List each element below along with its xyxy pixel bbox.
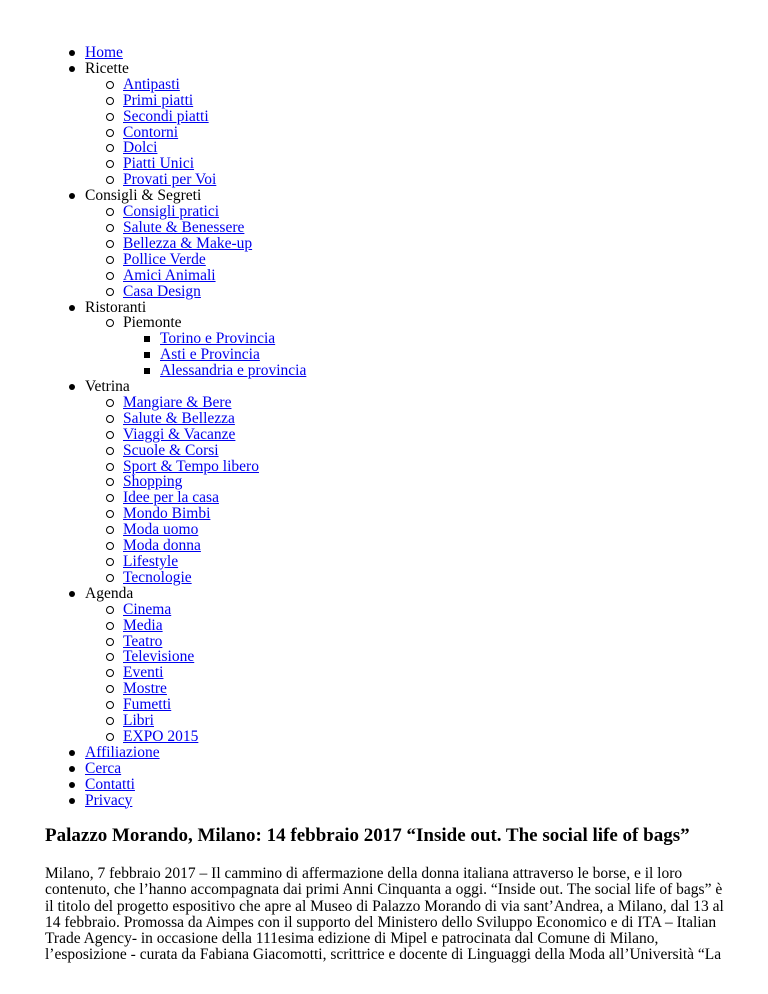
nav-link-secondi-piatti[interactable]: Secondi piatti xyxy=(123,107,209,125)
submenu-ricette xyxy=(85,77,768,188)
nav-link-primi-piatti[interactable]: Primi piatti xyxy=(123,91,194,109)
nav-link-salute-benessere[interactable]: Salute & Benessere xyxy=(123,218,245,236)
submenu-item xyxy=(123,522,768,538)
nav-link-privacy[interactable]: Privacy xyxy=(85,791,133,809)
nav-link-pollice-verde[interactable]: Pollice Verde xyxy=(123,250,206,268)
nav-link-idee-casa[interactable]: Idee per la casa xyxy=(123,489,219,507)
nav-link-mostre[interactable]: Mostre xyxy=(123,680,167,698)
nav-item-privacy xyxy=(85,793,768,809)
submenu-item xyxy=(123,156,768,172)
nav-link-libri[interactable]: Libri xyxy=(123,712,154,730)
submenu-item xyxy=(123,681,768,697)
nav-link-consigli-pratici[interactable]: Consigli pratici xyxy=(123,203,220,221)
submenu-item xyxy=(123,697,768,713)
submenu-item xyxy=(123,411,768,427)
submenu-item xyxy=(123,220,768,236)
submenu-item xyxy=(123,459,768,475)
nav-label-ricette: Ricette xyxy=(85,59,129,77)
submenu-item xyxy=(123,634,768,650)
nav-label-vetrina: Vetrina xyxy=(85,378,130,396)
nav-link-televisione[interactable]: Televisione xyxy=(123,648,195,666)
submenu-item xyxy=(123,427,768,443)
submenu-item xyxy=(123,506,768,522)
submenu-item xyxy=(123,618,768,634)
submenu-item xyxy=(123,93,768,109)
nav-item-cerca xyxy=(85,761,768,777)
submenu-item xyxy=(123,125,768,141)
submenu-item xyxy=(123,602,768,618)
nav-item-contatti xyxy=(85,777,768,793)
nav-link-mangiare-bere[interactable]: Mangiare & Bere xyxy=(123,393,232,411)
submenu-item xyxy=(123,490,768,506)
nav-link-tecnologie[interactable]: Tecnologie xyxy=(123,568,192,586)
submenu-item xyxy=(160,347,768,363)
submenu-agenda xyxy=(85,602,768,745)
submenu-item-piemonte xyxy=(123,315,768,379)
submenu-item xyxy=(123,474,768,490)
nav-link-salute-bellezza[interactable]: Salute & Bellezza xyxy=(123,409,235,427)
nav-link-moda-uomo[interactable]: Moda uomo xyxy=(123,521,199,539)
nav-link-moda-donna[interactable]: Moda donna xyxy=(123,537,201,555)
nav-item-ricette xyxy=(85,61,768,188)
nav-item-vetrina xyxy=(85,379,768,586)
nav-item-agenda xyxy=(85,586,768,745)
submenu-item xyxy=(123,268,768,284)
nav-link-home[interactable]: Home xyxy=(85,44,123,61)
nav-link-provati-per-voi[interactable]: Provati per Voi xyxy=(123,171,217,189)
nav-link-expo-2015[interactable]: EXPO 2015 xyxy=(123,727,199,745)
article-title: Palazzo Morando, Milano: 14 febbraio 2017 “Inside out. The social life of bags” xyxy=(45,825,690,846)
nav-link-eventi[interactable]: Eventi xyxy=(123,664,164,682)
nav-link-affiliazione[interactable]: Affiliazione xyxy=(85,743,160,761)
nav-link-amici-animali[interactable]: Amici Animali xyxy=(123,266,216,284)
nav-link-contatti[interactable]: Contatti xyxy=(85,775,135,793)
submenu-item xyxy=(123,570,768,586)
submenu-item xyxy=(123,236,768,252)
submenu-piemonte xyxy=(123,331,768,379)
submenu-ristoranti xyxy=(85,315,768,379)
nav-link-fumetti[interactable]: Fumetti xyxy=(123,696,172,714)
submenu-item xyxy=(123,284,768,300)
nav-label-piemonte: Piemonte xyxy=(123,314,182,332)
nav-link-dolci[interactable]: Dolci xyxy=(123,139,158,157)
submenu-item xyxy=(123,443,768,459)
submenu-consigli xyxy=(85,204,768,299)
nav-link-alessandria[interactable]: Alessandria e provincia xyxy=(160,362,307,380)
nav-item-consigli xyxy=(85,188,768,299)
nav-link-asti[interactable]: Asti e Provincia xyxy=(160,346,260,364)
submenu-item xyxy=(123,665,768,681)
nav-link-mondo-bimbi[interactable]: Mondo Bimbi xyxy=(123,505,211,523)
nav-link-piatti-unici[interactable]: Piatti Unici xyxy=(123,155,195,173)
submenu-vetrina xyxy=(85,395,768,586)
nav-link-media[interactable]: Media xyxy=(123,616,163,634)
submenu-item xyxy=(123,77,768,93)
nav-link-lifestyle[interactable]: Lifestyle xyxy=(123,553,179,570)
submenu-item xyxy=(123,204,768,220)
nav-link-contorni[interactable]: Contorni xyxy=(123,123,179,141)
nav-link-torino[interactable]: Torino e Provincia xyxy=(160,330,276,348)
submenu-item xyxy=(123,713,768,729)
nav-label-agenda: Agenda xyxy=(85,584,134,602)
article-body: Milano, 7 febbraio 2017 – Il cammino di affermazione della donna italiana attraverso le borse, e il loro contenuto, che l’hanno accompagnata dai primi Anni Cinquanta a oggi. “Inside out. The social life of bags” è il titolo del progetto espositivo che apre al Museo di Palazzo Morando di via sant’Andrea, a Milano, dal 13 al 14 febbraio. Promossa da Aimpes con il supporto del Ministero dello Sviluppo Economico e di ITA – Italian Trade Agency- in occasione della 111esima edizione di Mipel e patrocinata dal Comune di Milano, l’esposizione - curata da Fabiana Giacomotti, scrittrice e docente di Linguaggi della Moda all’Università “La xyxy=(45,865,724,964)
submenu-item xyxy=(123,172,768,188)
main-nav xyxy=(45,45,768,809)
submenu-item xyxy=(160,363,768,379)
submenu-item xyxy=(123,538,768,554)
nav-link-cinema[interactable]: Cinema xyxy=(123,600,172,618)
submenu-item xyxy=(160,331,768,347)
nav-link-casa-design[interactable]: Casa Design xyxy=(123,282,201,300)
nav-link-bellezza-makeup[interactable]: Bellezza & Make-up xyxy=(123,234,253,252)
nav-link-shopping[interactable]: Shopping xyxy=(123,473,183,491)
submenu-item xyxy=(123,649,768,665)
nav-link-sport-tempo-libero[interactable]: Sport & Tempo libero xyxy=(123,457,259,475)
submenu-item xyxy=(123,252,768,268)
nav-item-ristoranti xyxy=(85,300,768,380)
nav-link-antipasti[interactable]: Antipasti xyxy=(123,75,180,93)
nav-link-teatro[interactable]: Teatro xyxy=(123,632,163,650)
nav-label-consigli: Consigli & Segreti xyxy=(85,187,202,205)
nav-item-affiliazione xyxy=(85,745,768,761)
submenu-item xyxy=(123,554,768,570)
submenu-item xyxy=(123,729,768,745)
nav-label-ristoranti: Ristoranti xyxy=(85,298,147,316)
submenu-item xyxy=(123,395,768,411)
nav-item-home xyxy=(85,45,768,61)
nav-link-viaggi-vacanze[interactable]: Viaggi & Vacanze xyxy=(123,425,236,443)
nav-link-cerca[interactable]: Cerca xyxy=(85,759,122,777)
submenu-item xyxy=(123,140,768,156)
submenu-item xyxy=(123,109,768,125)
nav-link-scuole-corsi[interactable]: Scuole & Corsi xyxy=(123,441,219,459)
